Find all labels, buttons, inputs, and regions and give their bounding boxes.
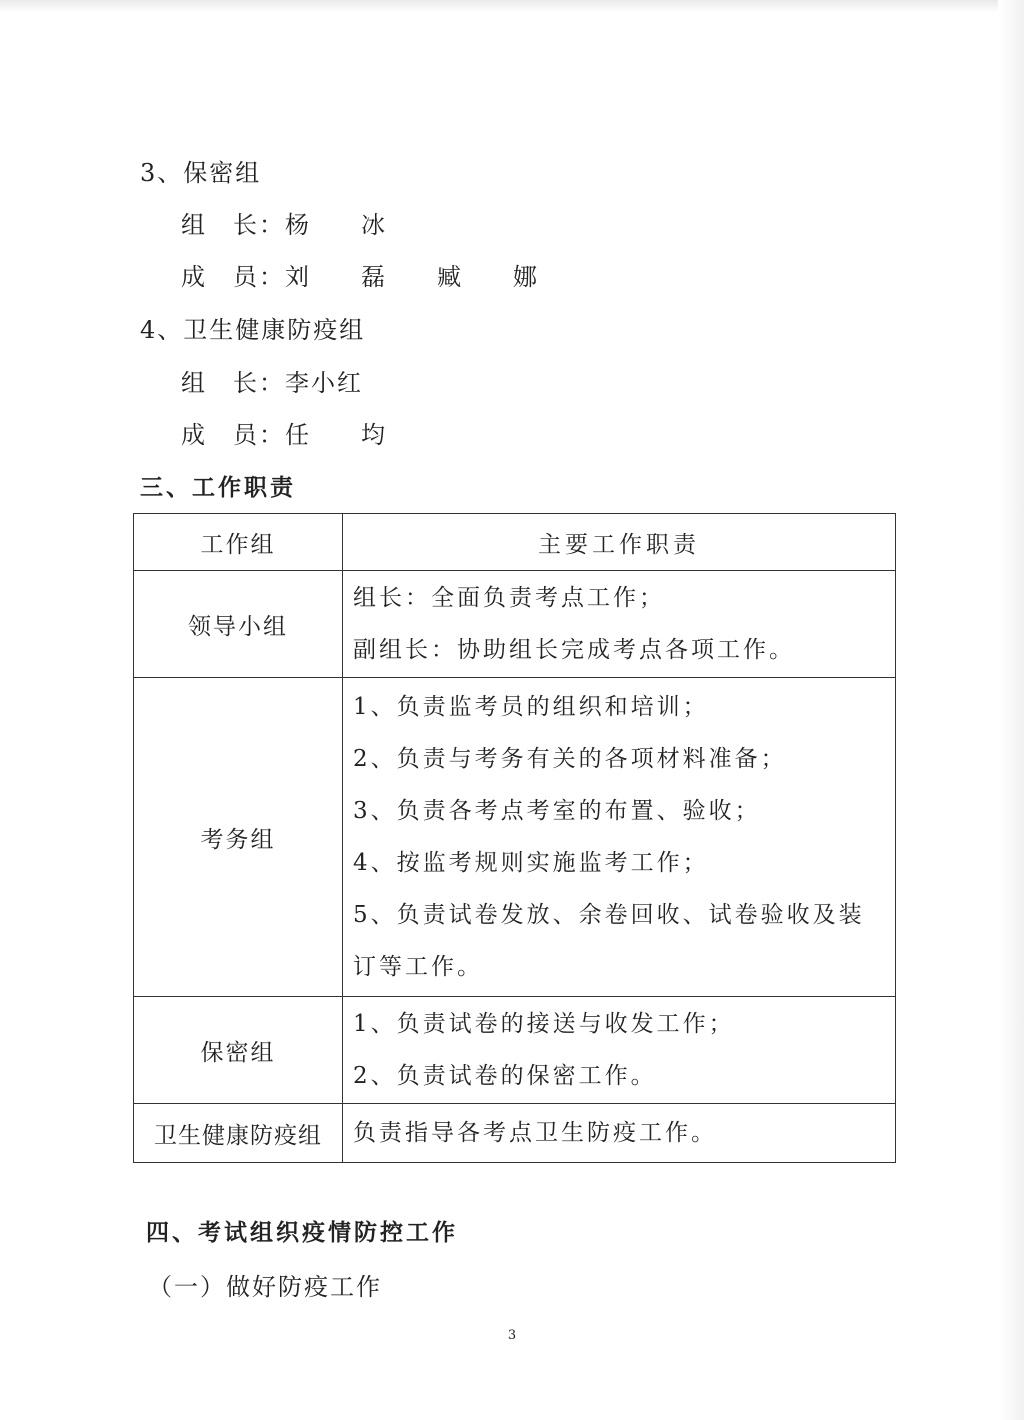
duty-cell (343, 678, 896, 997)
duty-cell (343, 1104, 896, 1163)
duty-line: 负责指导各考点卫生防疫工作。 (353, 1120, 717, 1146)
duty-line: 4、按监考规则实施监考工作； (353, 850, 709, 876)
group-leader-line (181, 367, 363, 399)
duty-line: 3、负责各考点考室的布置、验收； (353, 798, 761, 824)
header-duty-cell: 主要工作职责 (343, 514, 896, 571)
scan-edge-right (998, 0, 1024, 1420)
duty-line: 2、负责试卷的保密工作。 (353, 1063, 657, 1089)
duty-line: 组长：全面负责考点工作； (353, 585, 665, 611)
table-row (134, 997, 896, 1104)
group-cell: 卫生健康防疫组 (134, 1104, 343, 1163)
scan-edge-top (0, 0, 1024, 12)
section-heading: 四、考试组织疫情防控工作 (146, 1220, 458, 1246)
group-cell: 保密组 (134, 997, 343, 1104)
group-cell: 考务组 (134, 678, 343, 997)
group-members-line (181, 419, 399, 451)
duty-cell (343, 997, 896, 1104)
duty-line: 1、负责试卷的接送与收发工作； (353, 1011, 735, 1037)
duty-line: 2、负责与考务有关的各项材料准备； (353, 746, 787, 772)
table-row (134, 678, 896, 997)
table-row (134, 1104, 896, 1163)
members-label: 成 员： (181, 263, 285, 291)
members-names: 刘 磊 臧 娜 (285, 263, 551, 291)
duty-line: 副组长：协助组长完成考点各项工作。 (353, 637, 795, 663)
duty-line: 订等工作。 (353, 954, 483, 980)
members-label: 成 员： (181, 421, 285, 449)
leader-name: 杨 冰 (285, 211, 399, 239)
duty-line: 1、负责监考员的组织和培训； (353, 694, 709, 720)
members-names: 任 均 (285, 421, 399, 449)
duty-line: 5、负责试卷发放、余卷回收、试卷验收及装 (353, 902, 865, 928)
group-title: 4、卫生健康防疫组 (140, 316, 366, 344)
group-leader-line (181, 209, 399, 241)
group-cell: 领导小组 (134, 571, 343, 678)
table-row (134, 571, 896, 678)
section-heading: 三、工作职责 (140, 475, 296, 501)
table-header-row (134, 514, 896, 571)
duties-table (133, 513, 896, 1163)
subsection-heading: （一）做好防疫工作 (148, 1273, 382, 1301)
leader-name: 李小红 (285, 369, 363, 397)
header-group-cell: 工作组 (134, 514, 343, 571)
leader-label: 组 长： (181, 211, 285, 239)
duty-cell (343, 571, 896, 678)
leader-label: 组 长： (181, 369, 285, 397)
page-number: 3 (507, 1328, 517, 1343)
group-title: 3、保密组 (140, 159, 262, 187)
group-members-line (181, 261, 551, 293)
